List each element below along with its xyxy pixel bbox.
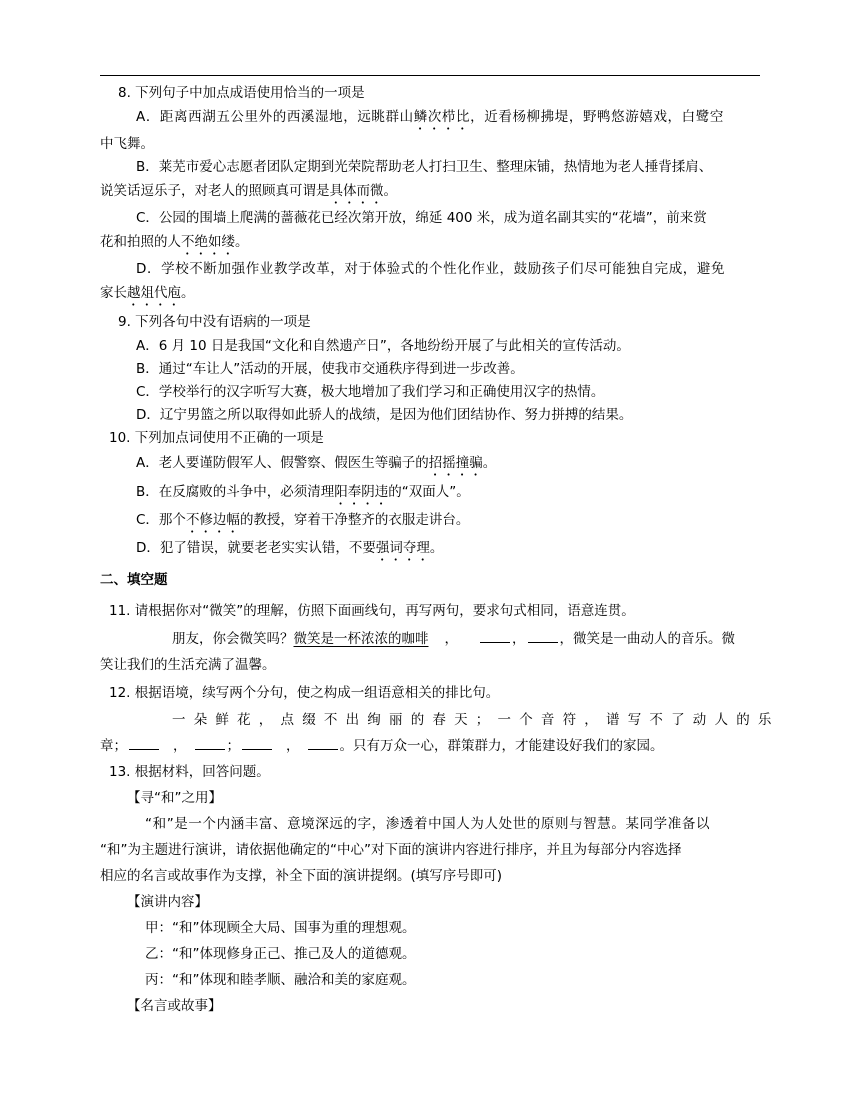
q11-passage-cont: 笑让我们的生活充满了温馨。	[100, 657, 276, 673]
q10-d-word: 强词夺理	[375, 540, 430, 556]
q8-b-idiom: 具体而微	[329, 183, 384, 199]
q8-option-a: A．距离西湖五公里外的西溪湿地，远眺群山鳞次栉比，近看杨柳拂堤，野鸭悠游嬉戏，白鹭空	[136, 109, 724, 125]
q13-heading-quotes: 【名言或故事】	[127, 998, 222, 1014]
q8-d-idiom: 越俎代庖	[127, 285, 181, 301]
q8-stem: 8. 下列句子中加点成语使用恰当的一项是	[118, 85, 365, 101]
q12-blank-1[interactable]	[129, 736, 159, 750]
q11-underlined-sentence: 微笑是一杯浓浓的咖啡	[293, 631, 429, 647]
q8-a-idiom: 鳞次栉比	[413, 109, 471, 125]
q13-stem: 13. 根据材料，回答问题。	[109, 764, 270, 780]
q8-option-a-cont: 中飞舞。	[100, 136, 154, 152]
q9-stem: 9. 下列各句中没有语病的一项是	[118, 314, 311, 330]
q13-item-bing: 丙：“和”体现和睦孝顺、融洽和美的家庭观。	[145, 972, 416, 988]
q12-stem: 12. 根据语境，续写两个分句，使之构成一组语意相关的排比句。	[109, 685, 500, 701]
q10-option-d: D．犯了错误，就要老老实实认错，不要强词夺理。	[136, 540, 444, 556]
q11-blank-2[interactable]	[528, 629, 558, 643]
q8-option-b-cont: 说笑话逗乐子，对老人的照顾真可谓是具体而微。	[100, 183, 397, 199]
q13-item-jia: 甲：“和”体现顾全大局、国事为重的理想观。	[145, 920, 416, 936]
q10-b-word: 阳奉阴违	[334, 484, 389, 500]
q8-option-d-cont: 家长越俎代庖。	[100, 285, 195, 301]
q9-option-b: B．通过“车让人”活动的开展，使我市交通秩序得到进一步改善。	[136, 361, 524, 377]
q13-paragraph-line-3: 相应的名言或故事作为支撑，补全下面的演讲提纲。(填写序号即可)	[100, 868, 503, 884]
q12-blank-2[interactable]	[195, 736, 225, 750]
section-title-fill-in: 二、填空题	[100, 572, 168, 588]
q10-stem: 10. 下列加点词使用不正确的一项是	[109, 430, 324, 446]
q8-option-d: D．学校不断加强作业教学改革，对于体验式的个性化作业，鼓励孩子们尽可能独自完成，避免	[136, 261, 726, 277]
q12-passage: 一朵鲜花，点缀不出绚丽的春天；一个音符，谱写不了动人的乐	[172, 712, 780, 728]
q12-blank-4[interactable]	[308, 736, 338, 750]
q10-a-word: 招摇撞骗	[428, 455, 483, 471]
q13-heading-material: 【寻“和”之用】	[127, 790, 222, 806]
q11-passage: 朋友，你会微笑吗？微笑是一杯浓浓的咖啡 ， ， ，微笑是一曲动人的音乐。微	[172, 631, 735, 647]
q8-c-idiom: 不绝如缕	[181, 234, 235, 250]
q13-item-yi: 乙：“和”体现修身正己、推己及人的道德观。	[145, 946, 416, 962]
q11-blank-1[interactable]	[480, 629, 510, 643]
q10-option-c: C．那个不修边幅的教授，穿着干净整齐的衣服走讲台。	[136, 512, 470, 528]
q13-paragraph-line-1: “和”是一个内涵丰富、意境深远的字，渗透着中国人为人处世的原则与智慧。某同学准备以	[145, 816, 711, 832]
q12-blank-3[interactable]	[242, 736, 272, 750]
q10-option-b: B．在反腐败的斗争中，必须清理阳奉阴违的“双面人”。	[136, 484, 470, 500]
q11-stem: 11. 请根据你对“微笑”的理解，仿照下面画线句，再写两句，要求句式相同，语意连贯。	[109, 603, 635, 619]
q10-option-a: A．老人要谨防假军人、假警察、假医生等骗子的招摇撞骗。	[136, 455, 497, 471]
q8-option-b: B．莱芜市爱心志愿者团队定期到光荣院帮助老人打扫卫生、整理床铺，热情地为老人捶背揉肩、	[136, 159, 713, 175]
q8-option-c: C．公园的围墙上爬满的蔷薇花已经次第开放，绵延 400 米，成为道名副其实的“花墙”，前来赏	[136, 210, 707, 226]
header-rule	[100, 75, 760, 76]
q9-option-a: A．6 月 10 日是我国“文化和自然遗产日”，各地纷纷开展了与此相关的宣传活动。	[136, 338, 630, 354]
q8-option-c-cont: 花和拍照的人不绝如缕。	[100, 234, 249, 250]
q9-option-d: D．辽宁男篮之所以取得如此骄人的战绩，是因为他们团结协作、努力拼搏的结果。	[136, 407, 633, 423]
q12-passage-cont: 章； ， ； ， 。只有万众一心，群策群力，才能建设好我们的家园。	[100, 738, 664, 754]
q9-option-c: C．学校举行的汉字听写大赛，极大地增加了我们学习和正确使用汉字的热情。	[136, 384, 605, 400]
q13-paragraph-line-2: “和”为主题进行演讲，请依据他确定的“中心”对下面的演讲内容进行排序，并且为每部分内容选择	[100, 842, 682, 858]
q10-c-word: 不修边幅	[185, 512, 240, 528]
q13-heading-speech: 【演讲内容】	[127, 894, 208, 910]
